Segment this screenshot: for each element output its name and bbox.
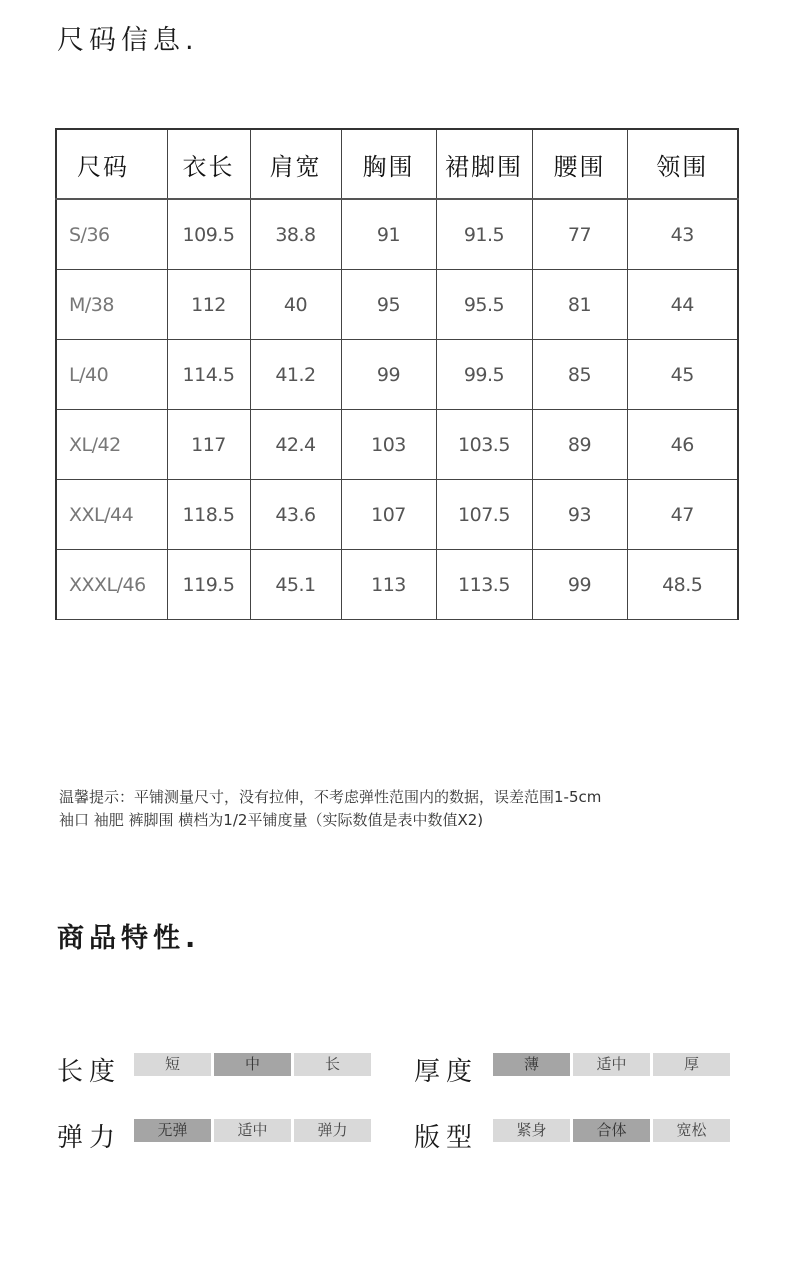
- table-row: [56, 270, 738, 340]
- measurement-cell: 99: [341, 340, 436, 410]
- table-row: [56, 199, 738, 270]
- attribute-option: 短: [134, 1053, 211, 1076]
- measurement-cell: 112: [167, 270, 250, 340]
- measurement-cell: 107: [341, 480, 436, 550]
- measurement-cell: 44: [627, 270, 738, 340]
- measurement-tips: [59, 786, 601, 832]
- attribute-option: 厚: [653, 1053, 730, 1076]
- attribute-option-selected: 合体: [573, 1119, 650, 1142]
- measurement-cell: 91.5: [436, 199, 532, 270]
- size-label-cell: XL/42: [56, 410, 167, 480]
- size-label-cell: M/38: [56, 270, 167, 340]
- table-row: [56, 410, 738, 480]
- measurement-cell: 119.5: [167, 550, 250, 620]
- size-label-cell: L/40: [56, 340, 167, 410]
- measurement-cell: 107.5: [436, 480, 532, 550]
- column-header: 衣长: [167, 129, 250, 199]
- measurement-cell: 91: [341, 199, 436, 270]
- size-label-cell: XXXL/46: [56, 550, 167, 620]
- measurement-cell: 114.5: [167, 340, 250, 410]
- column-header: 尺码: [56, 129, 167, 199]
- measurement-cell: 118.5: [167, 480, 250, 550]
- attribute-option: 长: [294, 1053, 371, 1076]
- column-header: 腰围: [532, 129, 627, 199]
- measurement-cell: 103.5: [436, 410, 532, 480]
- measurement-cell: 47: [627, 480, 738, 550]
- column-header: 胸围: [341, 129, 436, 199]
- attribute-option-selected: 薄: [493, 1053, 570, 1076]
- tips-line-1: 温馨提示：平铺测量尺寸，没有拉伸，不考虑弹性范围内的数据，误差范围1-5cm: [59, 788, 602, 806]
- measurement-cell: 109.5: [167, 199, 250, 270]
- measurement-cell: 77: [532, 199, 627, 270]
- measurement-cell: 43: [627, 199, 738, 270]
- measurement-cell: 81: [532, 270, 627, 340]
- measurement-cell: 103: [341, 410, 436, 480]
- size-table-header: [56, 129, 738, 199]
- measurement-cell: 99.5: [436, 340, 532, 410]
- attribute-label: 长度: [57, 1057, 122, 1087]
- measurement-cell: 85: [532, 340, 627, 410]
- product-features-title: 商品特性.: [57, 923, 201, 954]
- size-info-title: 尺码信息.: [57, 25, 199, 56]
- attribute-label: 版型: [414, 1123, 479, 1153]
- attribute-option-selected: 无弹: [134, 1119, 211, 1142]
- attribute-option: 适中: [573, 1053, 650, 1076]
- measurement-cell: 45: [627, 340, 738, 410]
- measurement-cell: 45.1: [250, 550, 341, 620]
- attribute-option: 宽松: [653, 1119, 730, 1142]
- column-header: 领围: [627, 129, 738, 199]
- measurement-cell: 95: [341, 270, 436, 340]
- attribute-label: 弹力: [57, 1123, 122, 1153]
- attribute-option-selected: 中: [214, 1053, 291, 1076]
- attribute-option: 弹力: [294, 1119, 371, 1142]
- size-table: [55, 128, 739, 620]
- measurement-cell: 117: [167, 410, 250, 480]
- attribute-option: 紧身: [493, 1119, 570, 1142]
- attribute-label: 厚度: [414, 1057, 479, 1087]
- measurement-cell: 113.5: [436, 550, 532, 620]
- measurement-cell: 46: [627, 410, 738, 480]
- measurement-cell: 43.6: [250, 480, 341, 550]
- measurement-cell: 40: [250, 270, 341, 340]
- size-label-cell: XXL/44: [56, 480, 167, 550]
- size-label-cell: S/36: [56, 199, 167, 270]
- table-row: [56, 550, 738, 620]
- column-header: 裙脚围: [436, 129, 532, 199]
- table-row: [56, 480, 738, 550]
- measurement-cell: 113: [341, 550, 436, 620]
- tips-line-2: 袖口 袖肥 裤脚围 横档为1/2平铺度量（实际数值是表中数值X2): [59, 811, 484, 829]
- measurement-cell: 42.4: [250, 410, 341, 480]
- table-row: [56, 340, 738, 410]
- measurement-cell: 48.5: [627, 550, 738, 620]
- measurement-cell: 99: [532, 550, 627, 620]
- measurement-cell: 41.2: [250, 340, 341, 410]
- measurement-cell: 93: [532, 480, 627, 550]
- attribute-option: 适中: [214, 1119, 291, 1142]
- column-header: 肩宽: [250, 129, 341, 199]
- measurement-cell: 89: [532, 410, 627, 480]
- measurement-cell: 95.5: [436, 270, 532, 340]
- measurement-cell: 38.8: [250, 199, 341, 270]
